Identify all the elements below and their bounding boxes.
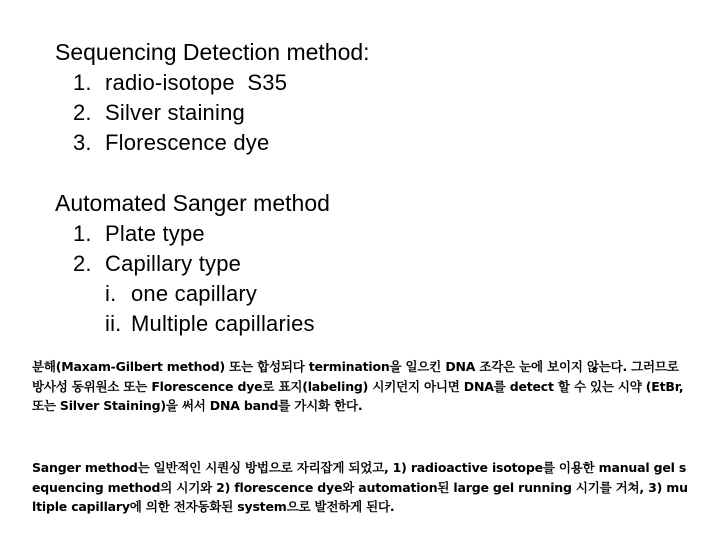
sanger-method-heading: Automated Sanger method [55, 190, 330, 216]
list-item-label: Silver staining [105, 100, 245, 125]
sanger-item-capillary-type [73, 249, 241, 279]
list-item-label: Multiple capillaries [131, 311, 315, 336]
list-number: 1. [73, 221, 92, 246]
list-number: 2. [73, 251, 92, 276]
list-item-label: Florescence dye [105, 130, 270, 155]
list-item-label: one capillary [131, 281, 258, 306]
note-paragraph-sanger-history: Sanger method는 일반적인 시퀀싱 방법으로 자리잡게 되었고, 1) radioactive isotope를 이용한 manual gel sequencing method의 시기와 2) florescence dye와 automation된 large gel running 시기를 거쳐, 3) multiple capillary에 의한 전자동화된 system으로 발전하게 된다. [32, 460, 688, 514]
list-number: ii. [105, 311, 122, 336]
list-item-label: Plate type [105, 221, 205, 246]
list-number: 2. [73, 100, 92, 125]
list-item-label: radio-isotope S35 [105, 70, 288, 95]
note-paragraph-detection: 분해(Maxam-Gilbert method) 또는 합성되다 termination을 일으킨 DNA 조각은 눈에 보이지 않는다. 그러므로 방사성 동위원소 또는 Florescence dye로 표지(labeling) 시키던지 아니면 DNA를 detect 할 수 있는 시약 (EtBr, 또는 Silver Staining)을 써서 DNA band를 가시화 한다. [32, 359, 684, 413]
detection-method-heading: Sequencing Detection method: [55, 39, 370, 65]
list-item-label: Capillary type [105, 251, 242, 276]
detection-item-radio-isotope [73, 68, 287, 98]
list-number: 3. [73, 130, 92, 155]
sanger-subitem-one-capillary [105, 279, 257, 309]
detection-item-florescence-dye [73, 128, 269, 158]
list-number: 1. [73, 70, 92, 95]
sanger-subitem-multiple-capillaries [105, 309, 315, 339]
detection-item-silver-staining [73, 98, 245, 128]
sanger-item-plate-type [73, 219, 205, 249]
list-number: i. [105, 281, 117, 306]
